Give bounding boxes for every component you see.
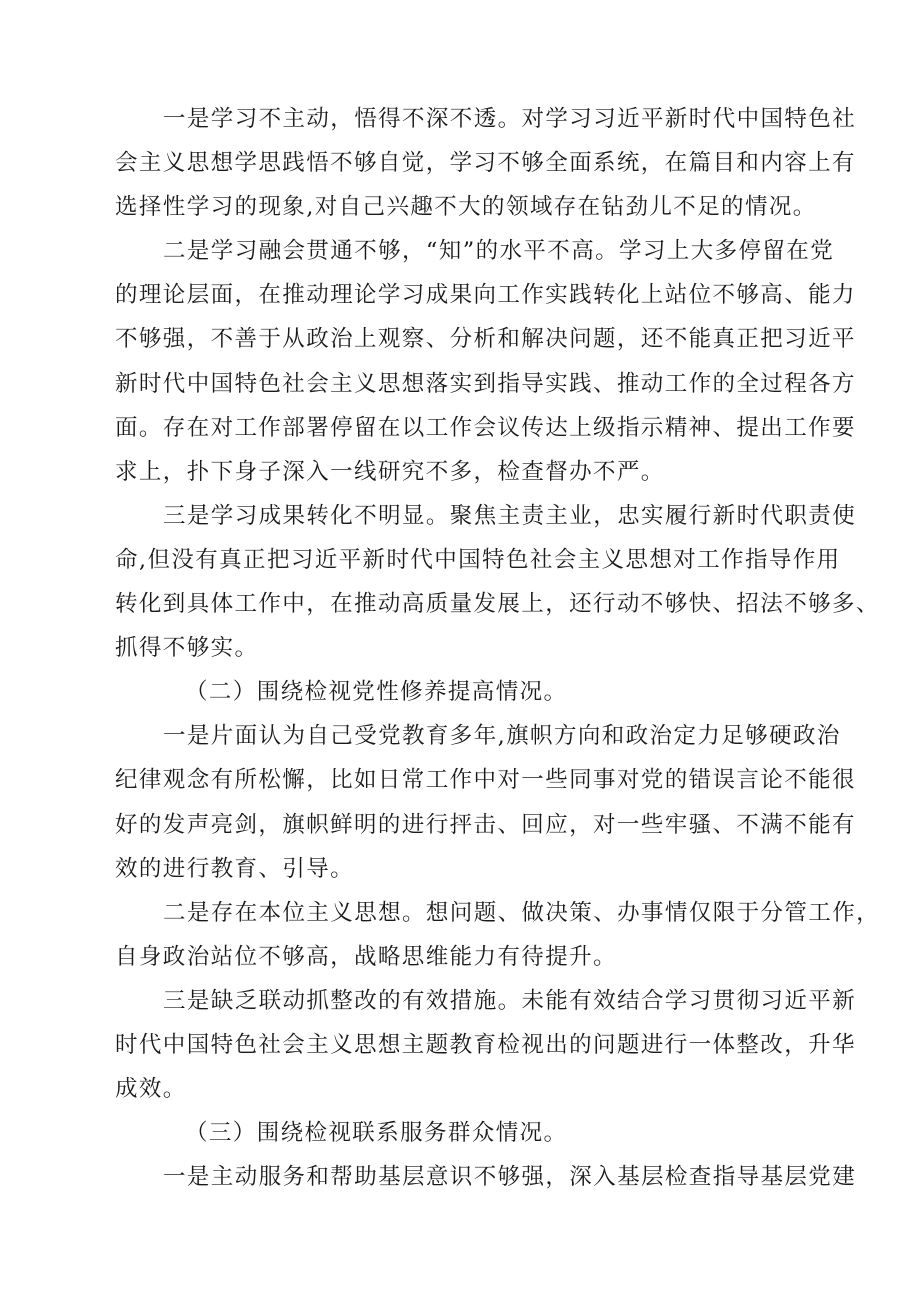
text-line: 面。存在对工作部署停留在以工作会议传达上级指示精神、提出工作要: [115, 414, 856, 441]
text-line: 抓得不够实。: [115, 635, 259, 662]
text-line: 的理论层面，在推动理论学习成果向工作实践转化上站位不够高、能力: [115, 282, 856, 309]
paragraph: [115, 1155, 857, 1199]
paragraph: [115, 891, 881, 979]
text-line: 三是缺乏联动抓整改的有效措施。未能有效结合学习贯彻习近平新: [163, 987, 857, 1014]
paragraph: [115, 714, 856, 890]
text-line: 成效。: [115, 1076, 187, 1103]
section-heading: [115, 1111, 850, 1155]
text-line: 转化到具体工作中，在推动高质量发展上，还行动不够快、招法不够多、: [115, 591, 880, 618]
paragraph: [115, 229, 856, 494]
text-line: 三是学习成果转化不明显。聚焦主责主业，忠实履行新时代职责使: [163, 502, 857, 529]
text-line: 一是学习不主动，悟得不深不透。对学习习近平新时代中国特色社: [163, 106, 857, 132]
text-line: 新时代中国特色社会主义思想落实到指导实践、推动工作的全过程各方: [115, 370, 856, 397]
text-line: 会主义思想学思践悟不够自觉，学习不够全面系统，在篇目和内容上有: [115, 150, 856, 177]
text-line: 一是片面认为自己受党教育多年,旗帜方向和政治定力足够硬政治: [163, 723, 841, 750]
heading-line: （二）围绕检视党性修养提高情况。: [185, 679, 568, 706]
text-line: 二是学习融会贯通不够，“知”的水平不高。学习上大多停留在党: [163, 238, 835, 265]
text-line: 自身政治站位不够高，战略思维能力有待提升。: [115, 943, 617, 970]
text-line: 选择性学习的现象,对自己兴趣不大的领域存在钻劲儿不足的情况。: [115, 194, 817, 221]
paragraph: [115, 494, 880, 670]
paragraph: [115, 979, 857, 1111]
text-line: 二是存在本位主义思想。想问题、做决策、办事情仅限于分管工作，: [163, 899, 881, 926]
text-line: 不够强，不善于从政治上观察、分析和解决问题，还不能真正把习近平: [115, 326, 856, 353]
text-line: 一是主动服务和帮助基层意识不够强，深入基层检查指导基层党建: [163, 1164, 857, 1191]
paragraph: [115, 97, 857, 229]
section-heading: [115, 670, 850, 714]
text-line: 效的进行教育、引导。: [115, 855, 355, 882]
heading-line: （三）围绕检视联系服务群众情况。: [185, 1120, 568, 1147]
document-body: [115, 97, 881, 1199]
text-line: 命,但没有真正把习近平新时代中国特色社会主义思想对工作指导作用: [115, 546, 841, 573]
text-line: 求上，扑下身子深入一线研究不多，检查督办不严。: [115, 458, 665, 485]
text-line: 纪律观念有所松懈，比如日常工作中对一些同事对党的错误言论不能很: [115, 767, 856, 794]
text-line: 时代中国特色社会主义思想主题教育检视出的问题进行一体整改，升华: [115, 1031, 856, 1058]
text-line: 好的发声亮剑，旗帜鲜明的进行抨击、回应，对一些牢骚、不满不能有: [115, 811, 856, 838]
